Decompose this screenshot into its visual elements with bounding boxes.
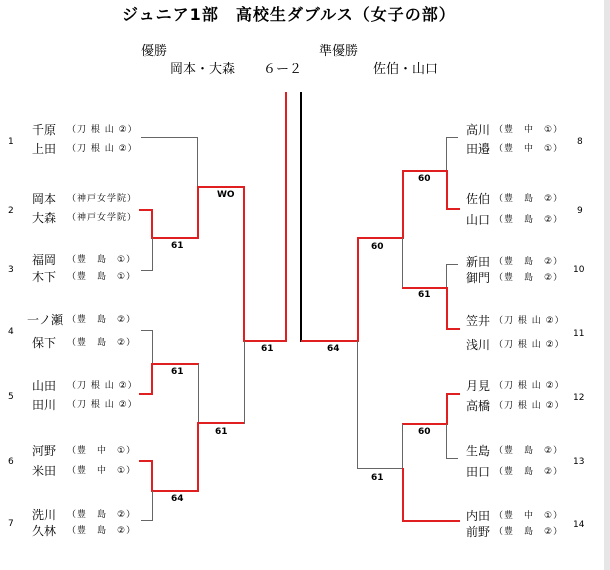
- match-score: 61: [418, 290, 431, 300]
- match-score: 61: [215, 427, 228, 437]
- bracket-line: [446, 458, 458, 459]
- player-name: 前野: [466, 525, 491, 539]
- player-school: （刀 根 山 ②）: [494, 381, 565, 391]
- seed-number: 6: [8, 457, 14, 467]
- player-name: 佐伯: [466, 192, 491, 206]
- bracket-line: [357, 468, 403, 469]
- winner-line: [285, 92, 287, 342]
- bracket-line: [151, 209, 153, 239]
- player-name: 高橋: [466, 399, 491, 413]
- match-score: 64: [171, 494, 184, 504]
- player-school: （豊 島 ②）: [494, 527, 564, 537]
- bracket-line: [446, 170, 448, 210]
- player-school: （豊 中 ①）: [67, 446, 137, 456]
- bracket-line: [446, 287, 448, 330]
- bracket-line: [446, 424, 447, 459]
- player-name: 田口: [466, 465, 491, 479]
- player-school: （刀 根 山 ②）: [494, 316, 565, 326]
- bracket-line: [197, 186, 245, 188]
- player-name: 久林: [32, 524, 57, 538]
- bracket-line: [244, 341, 245, 424]
- bracket-line: [402, 170, 404, 239]
- bracket-line: [198, 364, 199, 424]
- seed-number: 7: [8, 519, 14, 529]
- bracket-line: [402, 423, 448, 425]
- seed-number: 4: [8, 327, 14, 337]
- bracket-line: [402, 170, 448, 172]
- player-name: 笠井: [466, 314, 491, 328]
- bracket-line: [402, 424, 403, 469]
- player-school: （豊 島 ②）: [494, 215, 564, 225]
- player-name: 新田: [466, 255, 491, 269]
- player-school: （豊 中 ①）: [494, 511, 564, 521]
- player-school: （豊 島 ①）: [67, 255, 137, 265]
- bracket-line: [446, 137, 458, 138]
- bracket-line: [152, 238, 153, 271]
- player-school: （刀 根 山 ②）: [67, 144, 138, 154]
- player-school: （豊 島 ②）: [494, 446, 564, 456]
- bracket-line: [446, 393, 448, 425]
- bracket-line: [197, 422, 245, 424]
- match-score: 64: [327, 344, 340, 354]
- bracket-line: [152, 491, 153, 521]
- bracket-line: [357, 341, 358, 469]
- match-score: 60: [418, 427, 431, 437]
- match-score: 60: [371, 242, 384, 252]
- bracket-line: [402, 468, 404, 522]
- player-name: 御門: [466, 271, 491, 285]
- player-name: 月見: [466, 379, 491, 393]
- player-name: 高川: [466, 123, 491, 137]
- seed-number: 9: [577, 206, 583, 216]
- player-school: （豊 中 ①）: [67, 466, 137, 476]
- bracket-line: [357, 237, 404, 239]
- player-name: 米田: [32, 464, 57, 478]
- match-score: 61: [261, 344, 274, 354]
- player-name: 内田: [466, 509, 491, 523]
- bracket-line: [141, 137, 198, 138]
- bracket-line: [357, 237, 359, 342]
- bracket-line: [446, 264, 458, 265]
- bracket-line: [151, 363, 199, 365]
- match-score: WO: [217, 190, 235, 200]
- seed-number: 10: [573, 265, 585, 275]
- seed-number: 13: [573, 457, 585, 467]
- bracket-line: [151, 363, 153, 395]
- player-name: 大森: [32, 211, 57, 225]
- player-name: 福岡: [32, 253, 57, 267]
- player-name: 岡本: [32, 192, 57, 206]
- bracket-line: [243, 340, 287, 342]
- player-school: （豊 島 ②）: [67, 510, 137, 520]
- bracket-line: [446, 264, 447, 288]
- player-school: （豊 島 ②）: [67, 315, 137, 325]
- winner-label: 優勝: [141, 44, 168, 59]
- bracket-line: [402, 520, 460, 522]
- player-school: （豊 島 ②）: [494, 467, 564, 477]
- player-name: 上田: [32, 142, 57, 156]
- player-name: 生島: [466, 444, 491, 458]
- runnerup-names: 佐伯・山口: [373, 62, 439, 77]
- page-title: ジュニア1部 高校生ダブルス（女子の部）: [122, 5, 456, 24]
- player-school: （神戸女学院）: [67, 194, 138, 204]
- seed-number: 12: [573, 393, 585, 403]
- bracket-line: [402, 287, 448, 289]
- player-school: （刀 根 山 ②）: [67, 400, 138, 410]
- player-name: 千原: [32, 123, 57, 137]
- runnerup-label: 準優勝: [319, 44, 359, 59]
- bracket-line: [446, 137, 447, 171]
- bracket-line: [151, 237, 199, 239]
- player-school: （刀 根 山 ②）: [494, 401, 565, 411]
- match-score: 61: [371, 473, 384, 483]
- bracket-line: [197, 422, 199, 492]
- seed-number: 5: [8, 392, 14, 402]
- player-name: 山田: [32, 379, 57, 393]
- player-school: （豊 中 ①）: [494, 144, 564, 154]
- player-name: 田邉: [466, 142, 491, 156]
- player-name: 一ノ瀬: [27, 313, 64, 327]
- player-school: （豊 島 ②）: [494, 257, 564, 267]
- match-score: 61: [171, 241, 184, 251]
- player-school: （刀 根 山 ②）: [67, 381, 138, 391]
- bracket-line: [151, 460, 153, 492]
- seed-number: 1: [8, 137, 14, 147]
- match-score: 60: [418, 174, 431, 184]
- bracket-line: [301, 340, 359, 342]
- player-school: （豊 島 ②）: [494, 194, 564, 204]
- player-school: （豊 島 ②）: [67, 526, 137, 536]
- final-score: ６ー２: [263, 62, 303, 77]
- bracket-line: [446, 393, 460, 395]
- player-name: 保下: [32, 336, 57, 350]
- seed-number: 2: [8, 206, 14, 216]
- bracket-line: [197, 186, 199, 239]
- player-name: 河野: [32, 444, 57, 458]
- seed-number: 3: [8, 265, 14, 275]
- seed-number: 11: [573, 329, 585, 339]
- player-school: （豊 中 ①）: [494, 125, 564, 135]
- winner-names: 岡本・大森: [170, 62, 236, 77]
- seed-number: 14: [573, 520, 585, 530]
- bracket-line: [446, 328, 460, 330]
- runnerup-line: [300, 92, 302, 342]
- player-name: 洗川: [32, 508, 57, 522]
- bracket-line: [197, 137, 198, 187]
- match-score: 61: [171, 367, 184, 377]
- player-school: （豊 島 ②）: [67, 338, 137, 348]
- bracket-line: [151, 490, 199, 492]
- player-name: 木下: [32, 270, 57, 284]
- player-school: （豊 島 ②）: [494, 273, 564, 283]
- player-school: （刀 根 山 ②）: [494, 340, 565, 350]
- seed-number: 8: [577, 137, 583, 147]
- page-edge: [604, 0, 610, 570]
- bracket-line: [446, 208, 460, 210]
- player-school: （神戸女学院）: [67, 213, 138, 223]
- bracket-line: [402, 238, 403, 288]
- player-name: 浅川: [466, 338, 491, 352]
- bracket-line: [243, 186, 245, 342]
- player-school: （刀 根 山 ②）: [67, 125, 138, 135]
- player-name: 山口: [466, 213, 491, 227]
- player-name: 田川: [32, 398, 57, 412]
- player-school: （豊 島 ①）: [67, 272, 137, 282]
